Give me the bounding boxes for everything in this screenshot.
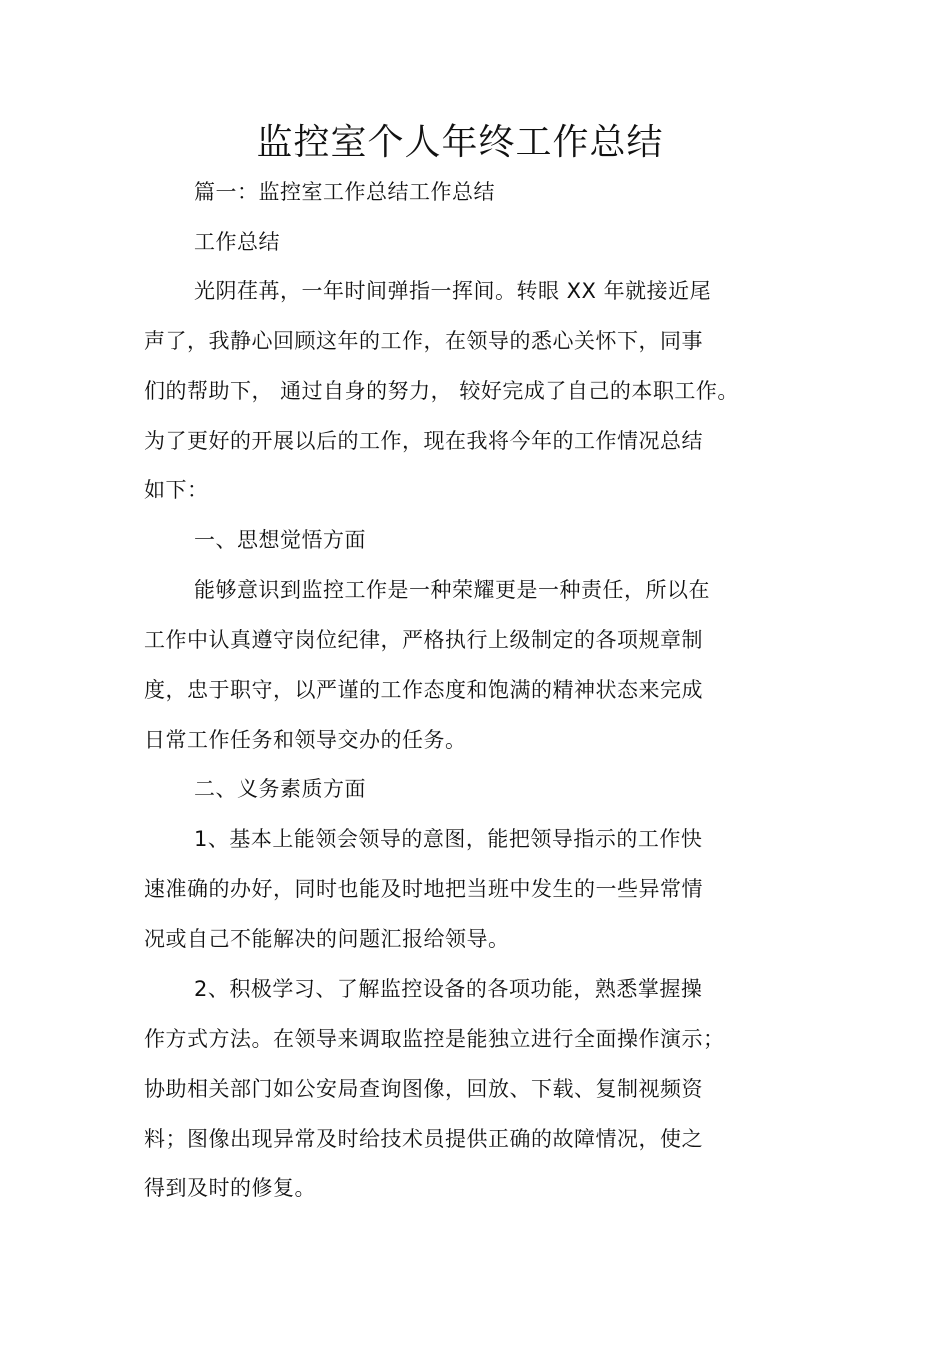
section-heading: 二、义务素质方面	[194, 777, 366, 801]
paragraph-line: 工作中认真遵守岗位纪律，严格执行上级制定的各项规章制	[144, 628, 703, 652]
paragraph-line: 况或自己不能解决的问题汇报给领导。	[144, 927, 510, 951]
paragraph-line: 度，忠于职守，以严谨的工作态度和饱满的精神状态来完成	[144, 678, 703, 702]
section-heading: 篇一：监控室工作总结工作总结	[194, 180, 495, 204]
paragraph-line: 速准确的办好，同时也能及时地把当班中发生的一些异常情	[144, 877, 703, 901]
document-title: 监控室个人年终工作总结	[256, 122, 664, 163]
paragraph-line: 能够意识到监控工作是一种荣耀更是一种责任，所以在	[194, 578, 710, 602]
sub-heading: 工作总结	[194, 230, 280, 254]
paragraph-line: 料；图像出现异常及时给技术员提供正确的故障情况，使之	[144, 1127, 703, 1151]
paragraph-line: 得到及时的修复。	[144, 1176, 316, 1200]
section-heading: 一、思想觉悟方面	[194, 528, 366, 552]
paragraph-line: 如下：	[144, 478, 209, 502]
paragraph-line: 1、基本上能领会领导的意图，能把领导指示的工作快	[194, 827, 703, 851]
paragraph-line: 声了，我静心回顾这年的工作，在领导的悉心关怀下，同事	[144, 329, 703, 353]
paragraph-line: 日常工作任务和领导交办的任务。	[144, 728, 467, 752]
paragraph-line: 2、积极学习、了解监控设备的各项功能，熟悉掌握操	[194, 977, 703, 1001]
paragraph-line: 作方式方法。在领导来调取监控是能独立进行全面操作演示；	[144, 1027, 725, 1051]
paragraph-line: 光阴荏苒，一年时间弹指一挥间。转眼 XX 年就接近尾	[194, 279, 712, 303]
paragraph-line: 们的帮助下， 通过自身的努力， 较好完成了自己的本职工作。	[144, 379, 739, 403]
paragraph-line: 为了更好的开展以后的工作，现在我将今年的工作情况总结	[144, 429, 703, 453]
paragraph-line: 协助相关部门如公安局查询图像，回放、下载、复制视频资	[144, 1077, 703, 1101]
